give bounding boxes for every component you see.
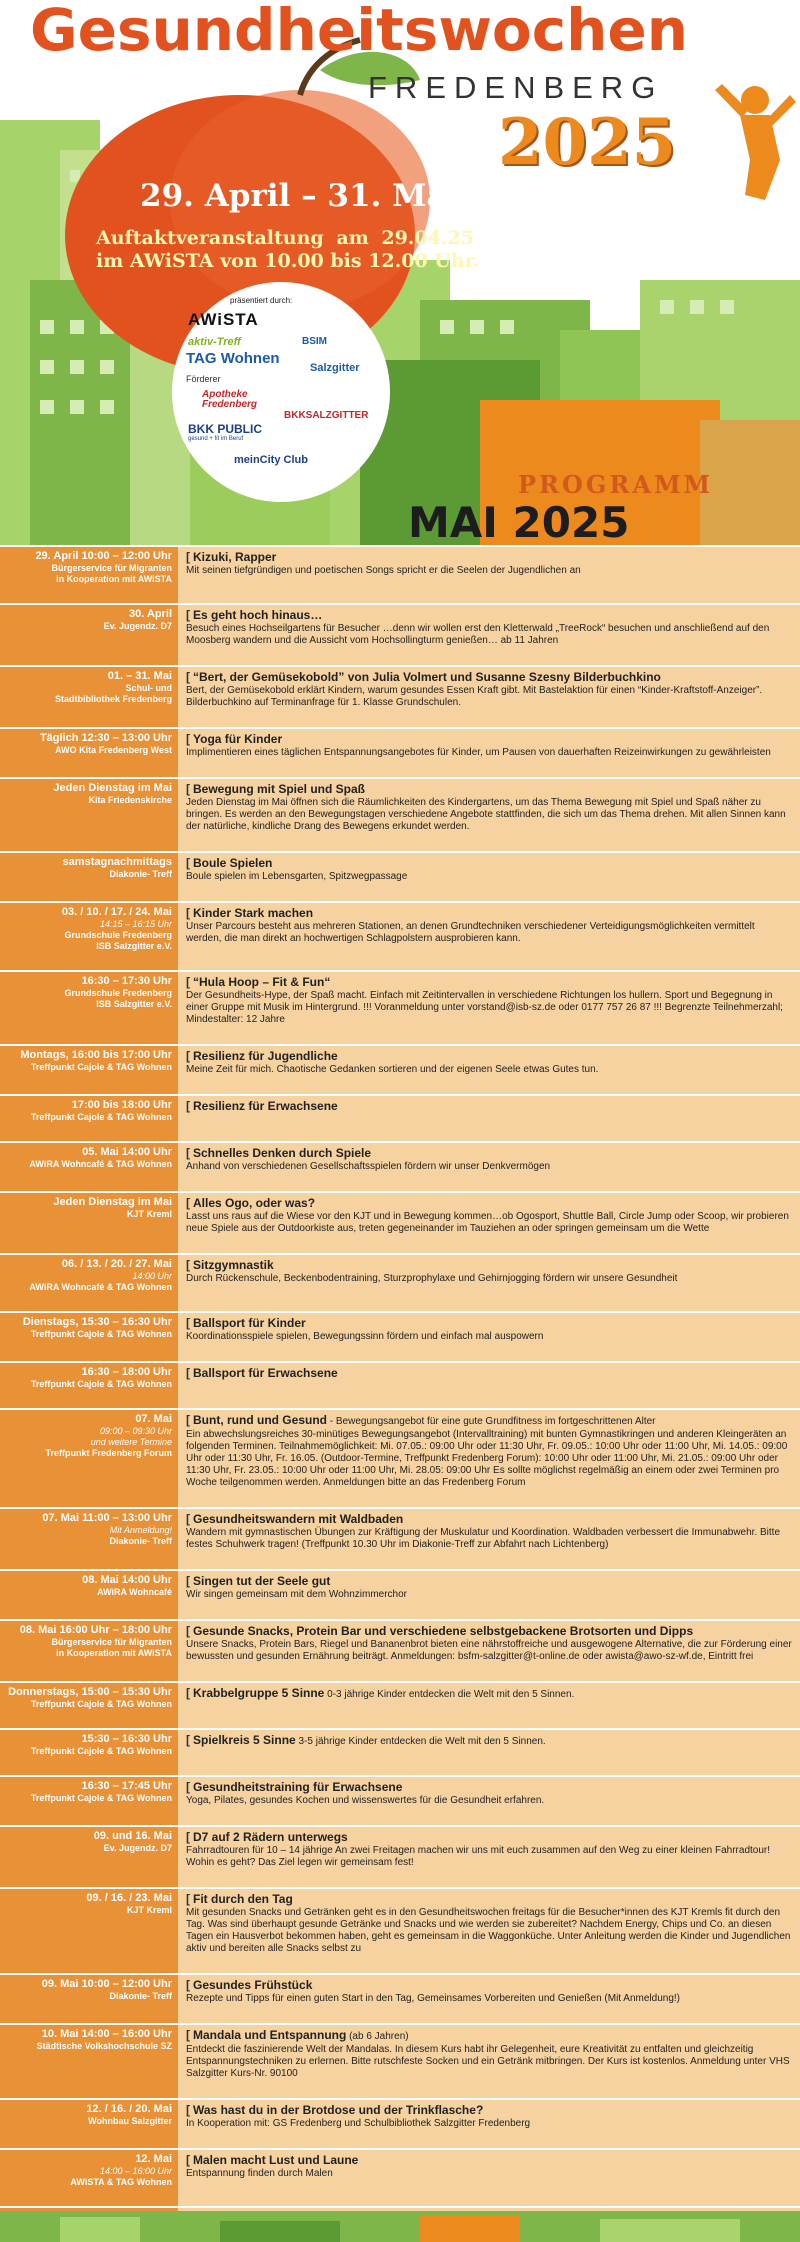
event-date: 30. April xyxy=(129,608,172,620)
event-title-text: “Bert, der Gemüsekobold” von Julia Volmert und Susanne Szesny Bilderbuchkino xyxy=(193,670,661,684)
event-location-line: ISB Salzgitter e.V. xyxy=(96,941,172,951)
event-title-text: Gesundes Frühstück xyxy=(193,1978,313,1992)
event-description: Lasst uns raus auf die Wiese vor den KJT und in Bewegung kommen…ob Ogosport, Shuttle Ball, Circle Jump oder Scoop, wir probieren neue Spiele aus der Outdoorkiste aus, treten gegeneinander im Tauziehen an oder springen gemeinsam um die Wette xyxy=(186,1211,789,1234)
event-title-text: Malen macht Lust und Laune xyxy=(193,2153,359,2167)
event-details xyxy=(178,1255,800,1311)
event-date: Jeden Dienstag im Mai xyxy=(53,782,172,794)
event-schedule xyxy=(0,667,178,727)
event-title-extra: (ab 6 Jahren) xyxy=(346,2031,409,2042)
event-details xyxy=(178,1143,800,1191)
bracket-marker: [ xyxy=(186,1624,190,1638)
program-table xyxy=(0,545,800,2242)
event-description: Unser Parcours besteht aus mehreren Stationen, an denen Grundtechniken verschiedener Verteidigungsmöglichkeiten vermittelt werden, die man direkt an hochwertigen Schlagpolstern ausprobieren kann. xyxy=(186,921,755,944)
poster-title: Gesundheitswochen xyxy=(30,0,689,64)
event-row xyxy=(0,1619,800,1681)
event-schedule xyxy=(0,853,178,901)
event-title xyxy=(186,1258,792,1273)
event-details xyxy=(178,547,800,603)
bkk-public-logo: BKK PUBLIC xyxy=(188,422,262,436)
event-location-line: KJT Kreml xyxy=(126,1905,172,1915)
event-date: 03. / 10. / 17. / 24. Mai xyxy=(61,906,172,918)
event-location-line: Ev. Jugendz. D7 xyxy=(103,1843,172,1853)
event-row xyxy=(0,1191,800,1253)
event-row xyxy=(0,2148,800,2206)
event-date: 06. / 13. / 20. / 27. Mai xyxy=(61,1258,172,1270)
event-title xyxy=(186,1049,792,1064)
event-description: Koordinationsspiele spielen, Bewegungssinn fördern und einfach mal auspowern xyxy=(186,1331,544,1342)
event-row xyxy=(0,1775,800,1825)
bracket-marker: [ xyxy=(186,1413,190,1427)
event-details xyxy=(178,853,800,901)
event-row xyxy=(0,603,800,665)
event-title xyxy=(186,782,792,797)
event-location-line: Treffpunkt Cajole & TAG Wohnen xyxy=(30,1793,172,1803)
event-title xyxy=(186,1099,792,1114)
event-row xyxy=(0,1728,800,1775)
event-location-line: Treffpunkt Cajole & TAG Wohnen xyxy=(30,1112,172,1122)
event-schedule xyxy=(0,1143,178,1191)
event-details xyxy=(178,1096,800,1141)
event-location-line: Diakonie- Treff xyxy=(109,869,172,879)
event-date: 07. Mai 11:00 – 13:00 Uhr xyxy=(42,1512,172,1524)
event-description: Mit seinen tiefgründigen und poetischen Songs spricht er die Seelen der Jugendlichen an xyxy=(186,565,581,576)
event-description: In Kooperation mit: GS Fredenberg und Schulbibliothek Salzgitter Fredenberg xyxy=(186,2118,531,2129)
kickoff-line-1: Auftaktveranstaltung am 29.04.25 xyxy=(96,227,474,249)
event-description: Rezepte und Tipps für einen guten Start in den Tag, Gemeinsames Vorbereiten und Genießen (Mit Anmeldung!) xyxy=(186,1993,680,2004)
event-details xyxy=(178,1730,800,1775)
event-date: 09. und 16. Mai xyxy=(93,1830,172,1842)
event-title xyxy=(186,1413,792,1429)
event-schedule xyxy=(0,1509,178,1569)
event-description: Bert, der Gemüsekobold erklärt Kindern, warum gesundes Essen Kraft gibt. Mit Bastelaktion für einen “Kinder-Kraftstoff-Anzeiger”. Bilderbuchkino auf Terminanfrage für 1. Klasse Grundschulen. xyxy=(186,685,763,708)
foerderer-label: Förderer xyxy=(186,374,221,384)
event-date: 08. Mai 14:00 Uhr xyxy=(82,1574,172,1586)
bracket-marker: [ xyxy=(186,1686,190,1700)
event-title-text: Bunt, rund und Gesund xyxy=(193,1413,327,1427)
event-date: samstagnachmittags xyxy=(62,856,172,868)
bracket-marker: [ xyxy=(186,1978,190,1992)
event-schedule xyxy=(0,1046,178,1094)
event-details xyxy=(178,1777,800,1825)
event-details xyxy=(178,2150,800,2206)
event-location-line: Kita Friedenskirche xyxy=(88,795,172,805)
event-date: Täglich 12:30 – 13:00 Uhr xyxy=(39,732,172,744)
bracket-marker: [ xyxy=(186,975,190,989)
event-title xyxy=(186,732,792,747)
event-title-text: Gesunde Snacks, Protein Bar und verschiedene selbstgebackene Brotsorten und Dipps xyxy=(193,1624,694,1638)
bracket-marker: [ xyxy=(186,1733,190,1747)
bracket-marker: [ xyxy=(186,1146,190,1160)
event-schedule xyxy=(0,903,178,970)
event-title-text: Resilienz für Jugendliche xyxy=(193,1049,338,1063)
event-date: 12. Mai xyxy=(135,2153,172,2165)
event-row xyxy=(0,1141,800,1191)
bsim-logo: BSIM xyxy=(302,336,327,347)
event-date: 16:30 – 17:30 Uhr xyxy=(81,975,172,987)
event-description: Boule spielen im Lebensgarten, Spitzwegpassage xyxy=(186,871,408,882)
event-schedule xyxy=(0,779,178,851)
event-date: 17:00 bis 18:00 Uhr xyxy=(71,1099,172,1111)
bracket-marker: [ xyxy=(186,1512,190,1526)
event-details xyxy=(178,1827,800,1887)
event-title xyxy=(186,1146,792,1161)
event-date: 15:30 – 16:30 Uhr xyxy=(81,1733,172,1745)
footer-band xyxy=(0,2211,800,2242)
event-title-text: Kinder Stark machen xyxy=(193,906,314,920)
event-location-line: Mit Anmeldung! xyxy=(109,1525,172,1535)
event-title-text: Boule Spielen xyxy=(193,856,273,870)
event-title xyxy=(186,2028,792,2044)
event-description: Anhand von verschiedenen Gesellschaftsspielen fördern wir unser Denkvermögen xyxy=(186,1161,551,1172)
event-date: 16:30 – 18:00 Uhr xyxy=(81,1366,172,1378)
event-title xyxy=(186,1780,792,1795)
event-title-text: Kizuki, Rapper xyxy=(193,550,277,564)
event-schedule xyxy=(0,1730,178,1775)
event-details xyxy=(178,605,800,665)
event-schedule xyxy=(0,1363,178,1408)
event-title-text: Resilienz für Erwachsene xyxy=(193,1099,338,1113)
event-title-text: Spielkreis 5 Sinne xyxy=(193,1733,296,1747)
event-schedule xyxy=(0,1827,178,1887)
event-details xyxy=(178,1571,800,1619)
event-details xyxy=(178,972,800,1044)
event-title-text: Alles Ogo, oder was? xyxy=(193,1196,316,1210)
bracket-marker: [ xyxy=(186,906,190,920)
event-schedule xyxy=(0,605,178,665)
event-row xyxy=(0,1973,800,2023)
event-title-text: Ballsport für Kinder xyxy=(193,1316,306,1330)
bracket-marker: [ xyxy=(186,1892,190,1906)
event-row xyxy=(0,1569,800,1619)
event-details xyxy=(178,1363,800,1408)
event-description: Durch Rückenschule, Beckenbodentraining, Sturzprophylaxe und Gehirnjogging fördern wir unsere Gesundheit xyxy=(186,1273,678,1284)
event-title xyxy=(186,1574,792,1589)
event-location-line: Schul- und xyxy=(125,683,172,693)
footer-skyline-graphic xyxy=(0,2211,800,2242)
event-location-line: AWO Kita Fredenberg West xyxy=(55,745,172,755)
event-title xyxy=(186,550,792,565)
event-details xyxy=(178,1889,800,1973)
event-location-line: Treffpunkt Cajole & TAG Wohnen xyxy=(30,1379,172,1389)
event-details xyxy=(178,1410,800,1507)
event-location-line: AWiRA Wohncafé xyxy=(97,1587,172,1597)
programm-label: PROGRAMM xyxy=(518,470,714,499)
event-title-text: Sitzgymnastik xyxy=(193,1258,274,1272)
event-details xyxy=(178,1509,800,1569)
event-date: 29. April 10:00 – 12:00 Uhr xyxy=(35,550,172,562)
event-row xyxy=(0,1361,800,1408)
event-row xyxy=(0,2098,800,2148)
bracket-marker: [ xyxy=(186,1258,190,1272)
event-location-line: Treffpunkt Cajole & TAG Wohnen xyxy=(30,1746,172,1756)
event-row xyxy=(0,1094,800,1141)
event-title-text: Bewegung mit Spiel und Spaß xyxy=(193,782,366,796)
event-title-text: “Hula Hoop – Fit & Fun“ xyxy=(193,975,331,989)
event-location-line: Grundschule Fredenberg xyxy=(64,930,172,940)
event-row xyxy=(0,545,800,603)
event-row xyxy=(0,1253,800,1311)
event-title xyxy=(186,1196,792,1211)
event-title xyxy=(186,1978,792,1993)
event-date: 08. Mai 16:00 Uhr – 18:00 Uhr xyxy=(19,1624,172,1636)
event-description: Unsere Snacks, Protein Bars, Riegel und Bananenbrot bieten eine nährstoffreiche und ausgewogene Alternative, die zur Förderung einer bewussten und gesunden Ernährung beiträgt. Anmeldungen: bsfm-salzgitter@t-online.de oder awista@awo-sz-wf.de, Eintritt frei xyxy=(186,1639,792,1662)
event-details xyxy=(178,1046,800,1094)
event-date: 09. Mai 10:00 – 12:00 Uhr xyxy=(41,1978,172,1990)
event-title-extra: 0-3 jährige Kinder entdecken die Welt mit den 5 Sinnen. xyxy=(324,1689,575,1700)
event-schedule xyxy=(0,1621,178,1681)
bracket-marker: [ xyxy=(186,2153,190,2167)
mein-city-club-logo: meinCity Club xyxy=(234,454,308,466)
event-title-text: Mandala und Entspannung xyxy=(193,2028,347,2042)
event-title-text: Krabbelgruppe 5 Sinne xyxy=(193,1686,325,1700)
event-title xyxy=(186,1892,792,1907)
event-location-line: Städtische Volkshochschule SZ xyxy=(36,2041,172,2051)
bracket-marker: [ xyxy=(186,732,190,746)
event-title-extra: 3-5 jährige Kinder entdecken die Welt mit den 5 Sinnen. xyxy=(295,1736,546,1747)
event-title xyxy=(186,608,792,623)
event-location-line: 14:00 Uhr xyxy=(132,1271,172,1281)
event-description: Wir singen gemeinsam mit dem Wohnzimmerchor xyxy=(186,1589,407,1600)
event-row xyxy=(0,665,800,727)
hero-banner xyxy=(0,0,800,545)
event-title xyxy=(186,1733,792,1749)
event-description: Meine Zeit für mich. Chaotische Gedanken sortieren und der eigenen Seele etwas Gutes tun. xyxy=(186,1064,599,1075)
event-location-line: Stadtbibliothek Fredenberg xyxy=(54,694,172,704)
event-schedule xyxy=(0,1193,178,1253)
bracket-marker: [ xyxy=(186,1099,190,1113)
event-location-line: Diakonie- Treff xyxy=(109,1991,172,2001)
event-row xyxy=(0,1681,800,1728)
event-title-text: Fit durch den Tag xyxy=(193,1892,293,1906)
event-details xyxy=(178,2100,800,2148)
event-date: 07. Mai xyxy=(135,1413,172,1425)
event-schedule xyxy=(0,972,178,1044)
event-title-text: Ballsport für Erwachsene xyxy=(193,1366,338,1380)
event-details xyxy=(178,1313,800,1361)
event-details xyxy=(178,667,800,727)
event-location-line: Grundschule Fredenberg xyxy=(64,988,172,998)
event-location-line: ISB Salzgitter e.V. xyxy=(96,999,172,1009)
event-title xyxy=(186,2103,792,2118)
event-date: Jeden Dienstag im Mai xyxy=(53,1196,172,1208)
event-location-line: und weitere Termine xyxy=(90,1437,172,1447)
event-description: Der Gesundheits-Hype, der Spaß macht. Einfach mit Zeitintervallen in verschiedene Richtungen los hullern. Sport und Begegnung in einer Gruppe mit Musik im Hintergrund. !!! Voranmeldung unter vorstand@isb-sz.de oder 0177 757 26 87 !!! Begrenzte Teilnehmerzahl; Mindestalter: 12 Jahre xyxy=(186,990,783,1025)
event-location-line: Wohnbau Salzgitter xyxy=(88,2116,172,2126)
event-schedule xyxy=(0,2150,178,2206)
event-date: Montags, 16:00 bis 17:00 Uhr xyxy=(20,1049,172,1061)
event-description: Fahrradtouren für 10 – 14 jährige An zwei Freitagen machen wir uns mit euch zusammen auf den Weg zu einer kleinen Fahrradtour! Wohin es geht? Das Ziel legen wir gemeinsam fest! xyxy=(186,1845,771,1868)
event-schedule xyxy=(0,1313,178,1361)
event-title xyxy=(186,1366,792,1381)
event-title-text: Schnelles Denken durch Spiele xyxy=(193,1146,372,1160)
event-location-line: AWiRA Wohncafé & TAG Wohnen xyxy=(29,1282,172,1292)
event-row xyxy=(0,901,800,970)
event-title xyxy=(186,856,792,871)
event-details xyxy=(178,903,800,970)
event-location-line: KJT Kreml xyxy=(126,1209,172,1219)
presented-by-label: präsentiert durch: xyxy=(230,296,293,305)
event-date: 09. / 16. / 23. Mai xyxy=(86,1892,172,1904)
event-details xyxy=(178,729,800,777)
event-title-extra: - Bewegungsangebot für eine gute Grundfitness im fortgeschrittenen Alter xyxy=(326,1416,656,1427)
event-location-line: AWiSTA & TAG Wohnen xyxy=(70,2177,172,2187)
event-schedule xyxy=(0,1975,178,2023)
event-description: Entdeckt die faszinierende Welt der Mandalas. In diesem Kurs habt ihr Gelegenheit, eure Kreativität zu entfalten und gleichzeitig Entspannungstechniken zu erlernen. Bitte rutschfeste Socken und ein Getränk mitbringen. Der Kurs ist kostenlos. Anmeldung unter VHS Salzgitter Kurs-Nr. 90100 xyxy=(186,2044,790,2079)
bracket-marker: [ xyxy=(186,1830,190,1844)
event-description: Yoga, Pilates, gesundes Kochen und wissenswertes für die Gesundheit erfahren. xyxy=(186,1795,545,1806)
bracket-marker: [ xyxy=(186,1574,190,1588)
awista-logo: AWiSTA xyxy=(188,310,259,329)
event-title-text: Es geht hoch hinaus… xyxy=(193,608,323,622)
event-schedule xyxy=(0,1255,178,1311)
event-description: Mit gesunden Snacks und Getränken geht es in den Gesundheitswochen freitags für die Besucher*innen des KJT Kremls fit durch den Tag. Was sind überhaupt gesunde Getränke und Snacks und wie werden sie zubereitet? Nachdem Energy, Chips und Co. an diesen Tagen ein Hausverbot bekommen haben, geht es gemeinsam in die Waggonküche. Unter Anleitung werden die Kinder und Jugendlichen aktiv und bereiten alle Snacks selbst zu xyxy=(186,1907,791,1954)
event-title xyxy=(186,670,792,685)
event-schedule xyxy=(0,1889,178,1973)
sponsor-panel xyxy=(172,282,390,502)
event-schedule xyxy=(0,729,178,777)
event-description: Entspannung finden durch Malen xyxy=(186,2168,333,2179)
event-description: Besuch eines Hochseilgartens für Besucher …denn wir wollen erst den Kletterwald „TreeRock“ besuchen und anschließend auf den Moosberg wandern und die Aussicht vom Hochsollingturm genießen… ab 11 Jahren xyxy=(186,623,770,646)
event-date: Donnerstags, 15:00 – 15:30 Uhr xyxy=(8,1686,172,1698)
bracket-marker: [ xyxy=(186,2103,190,2117)
event-schedule xyxy=(0,1777,178,1825)
event-location-line: 14:00 – 16:00 Uhr xyxy=(99,2166,172,2176)
event-row xyxy=(0,1507,800,1569)
event-schedule xyxy=(0,1410,178,1507)
event-location-line: Diakonie- Treff xyxy=(109,1536,172,1546)
month-heading: MAI 2025 xyxy=(408,498,630,545)
event-location-line: 14:15 – 16:15 Uhr xyxy=(99,919,172,929)
event-location-line: 09:00 – 09:30 Uhr xyxy=(99,1426,172,1436)
bracket-marker: [ xyxy=(186,856,190,870)
event-details xyxy=(178,1621,800,1681)
event-location-line: in Kooperation mit AWiSTA xyxy=(56,1648,172,1658)
event-row xyxy=(0,1408,800,1507)
bracket-marker: [ xyxy=(186,550,190,564)
event-details xyxy=(178,1683,800,1728)
date-range: 29. April – 31. Mai xyxy=(140,178,459,214)
event-location-line: Treffpunkt Fredenberg Forum xyxy=(45,1448,172,1458)
event-date: 12. / 16. / 20. Mai xyxy=(86,2103,172,2115)
poster-year: 2025 xyxy=(498,105,677,180)
event-title xyxy=(186,1624,792,1639)
event-location-line: Treffpunkt Cajole & TAG Wohnen xyxy=(30,1329,172,1339)
aktiv-treff-logo: aktiv-Treff xyxy=(188,336,241,348)
event-schedule xyxy=(0,1683,178,1728)
bracket-marker: [ xyxy=(186,1049,190,1063)
event-date: 05. Mai 14:00 Uhr xyxy=(82,1146,172,1158)
event-row xyxy=(0,1044,800,1094)
event-location-line: Treffpunkt Cajole & TAG Wohnen xyxy=(30,1699,172,1709)
event-schedule xyxy=(0,1096,178,1141)
event-title xyxy=(186,1512,792,1527)
event-title-text: D7 auf 2 Rädern unterwegs xyxy=(193,1830,348,1844)
event-schedule xyxy=(0,2025,178,2098)
event-details xyxy=(178,1193,800,1253)
event-date: Dienstags, 15:30 – 16:30 Uhr xyxy=(22,1316,172,1328)
event-row xyxy=(0,1311,800,1361)
event-schedule xyxy=(0,547,178,603)
event-title xyxy=(186,1830,792,1845)
event-row xyxy=(0,2023,800,2098)
bracket-marker: [ xyxy=(186,1366,190,1380)
event-title-text: Singen tut der Seele gut xyxy=(193,1574,331,1588)
tag-wohnen-logo: TAG Wohnen xyxy=(186,350,280,367)
bracket-marker: [ xyxy=(186,1316,190,1330)
event-location-line: Bürgerservice für Migranten xyxy=(51,563,172,573)
bracket-marker: [ xyxy=(186,2028,190,2042)
bracket-marker: [ xyxy=(186,670,190,684)
event-schedule xyxy=(0,1571,178,1619)
event-row xyxy=(0,1887,800,1973)
event-title xyxy=(186,2153,792,2168)
event-title xyxy=(186,975,792,990)
event-details xyxy=(178,779,800,851)
event-title-text: Yoga für Kinder xyxy=(193,732,283,746)
bracket-marker: [ xyxy=(186,1780,190,1794)
event-description: Ein abwechslungsreiches 30-minütiges Bewegungsangebot (Intervalltraining) mit bunten Gymnastikringen und anderen Kleingeräten an folgenden Terminen. Teilnahmemöglichkeit: Mi. 07.05.: 09:00 Uhr oder 11:30 Uhr, Fr. 09.05.: 10:00 Uhr oder 11:00 Uhr, Mi. 14.05.: 09:00 Uhr oder 11:30 Uhr, Fr. 16.05. (Outdoor-Termine, Treffpunkt Fredenberg Forum): 10:00 Uhr oder 11:00 Uhr, Mi. 21.05.: 09:00 Uhr oder 11:30 Uhr, Fr. 23.05.: 10:00 Uhr oder 11:00 Uhr, Mi. 28.05: 09:00 Uhr Es sollte möglichst regelmäßig an einem oder zwei Terminen pro Woche teilgenommen werden. Anmeldungen bitte an das Fredenberg Forum xyxy=(186,1429,788,1488)
event-row xyxy=(0,777,800,851)
event-location-line: AWiRA Wohncafé & TAG Wohnen xyxy=(29,1159,172,1169)
event-title xyxy=(186,1686,792,1702)
salzgitter-logo: Salzgitter xyxy=(310,362,360,374)
bracket-marker: [ xyxy=(186,1196,190,1210)
event-row xyxy=(0,970,800,1044)
event-date: 16:30 – 17:45 Uhr xyxy=(81,1780,172,1792)
kickoff-line-2: im AWiSTA von 10.00 bis 12.00 Uhr. xyxy=(96,250,480,272)
event-schedule xyxy=(0,2100,178,2148)
apotheke-logo: Apotheke Fredenberg xyxy=(202,389,258,410)
event-title xyxy=(186,1316,792,1331)
event-details xyxy=(178,2025,800,2098)
event-date: 01. – 31. Mai xyxy=(107,670,172,682)
event-title-text: Gesundheitstraining für Erwachsene xyxy=(193,1780,403,1794)
event-description: Implimentieren eines täglichen Entspannungsangebotes für Kinder, um Pausen von dauerhaften Reizeinwirkungen zu gewährleisten xyxy=(186,747,771,758)
event-location-line: Bürgerservice für Migranten xyxy=(51,1637,172,1647)
poster-city: FREDENBERG xyxy=(368,70,664,105)
event-row xyxy=(0,1825,800,1887)
event-title-text: Was hast du in der Brotdose und der Trinkflasche? xyxy=(193,2103,484,2117)
bracket-marker: [ xyxy=(186,608,190,622)
bkk-salzgitter-logo: BKKSALZGITTER xyxy=(284,410,369,421)
event-details xyxy=(178,1975,800,2023)
bkk-public-subline: gesund + fit im Beruf xyxy=(188,436,244,442)
event-title-text: Gesundheitswandern mit Waldbaden xyxy=(193,1512,404,1526)
event-title xyxy=(186,906,792,921)
bracket-marker: [ xyxy=(186,782,190,796)
event-location-line: Treffpunkt Cajole & TAG Wohnen xyxy=(30,1062,172,1072)
event-description: Jeden Dienstag im Mai öffnen sich die Räumlichkeiten des Kindergartens, um das Thema Bewegung mit Spiel und Spaß näher zu bringen. Es werden an den Bewegungstagen verschiedene Angebote stattfinden, die sich um das Thema drehen. Mit allen Sinnen kann der natürliche, kindliche Drang des Bewegens erkundet werden. xyxy=(186,797,786,832)
event-row xyxy=(0,727,800,777)
event-location-line: in Kooperation mit AWiSTA xyxy=(56,574,172,584)
event-row xyxy=(0,851,800,901)
event-location-line: Ev. Jugendz. D7 xyxy=(103,621,172,631)
event-date: 10. Mai 14:00 – 16:00 Uhr xyxy=(41,2028,172,2040)
event-description: Wandern mit gymnastischen Übungen zur Kräftigung der Muskulatur und Koordination. Waldbaden verbessert die Immunabwehr. Bitte festes Schuhwerk tragen! (Treffpunkt 10.30 Uhr im Diakonie-Treff zur Abfahrt nach Lichtenberg) xyxy=(186,1527,781,1550)
